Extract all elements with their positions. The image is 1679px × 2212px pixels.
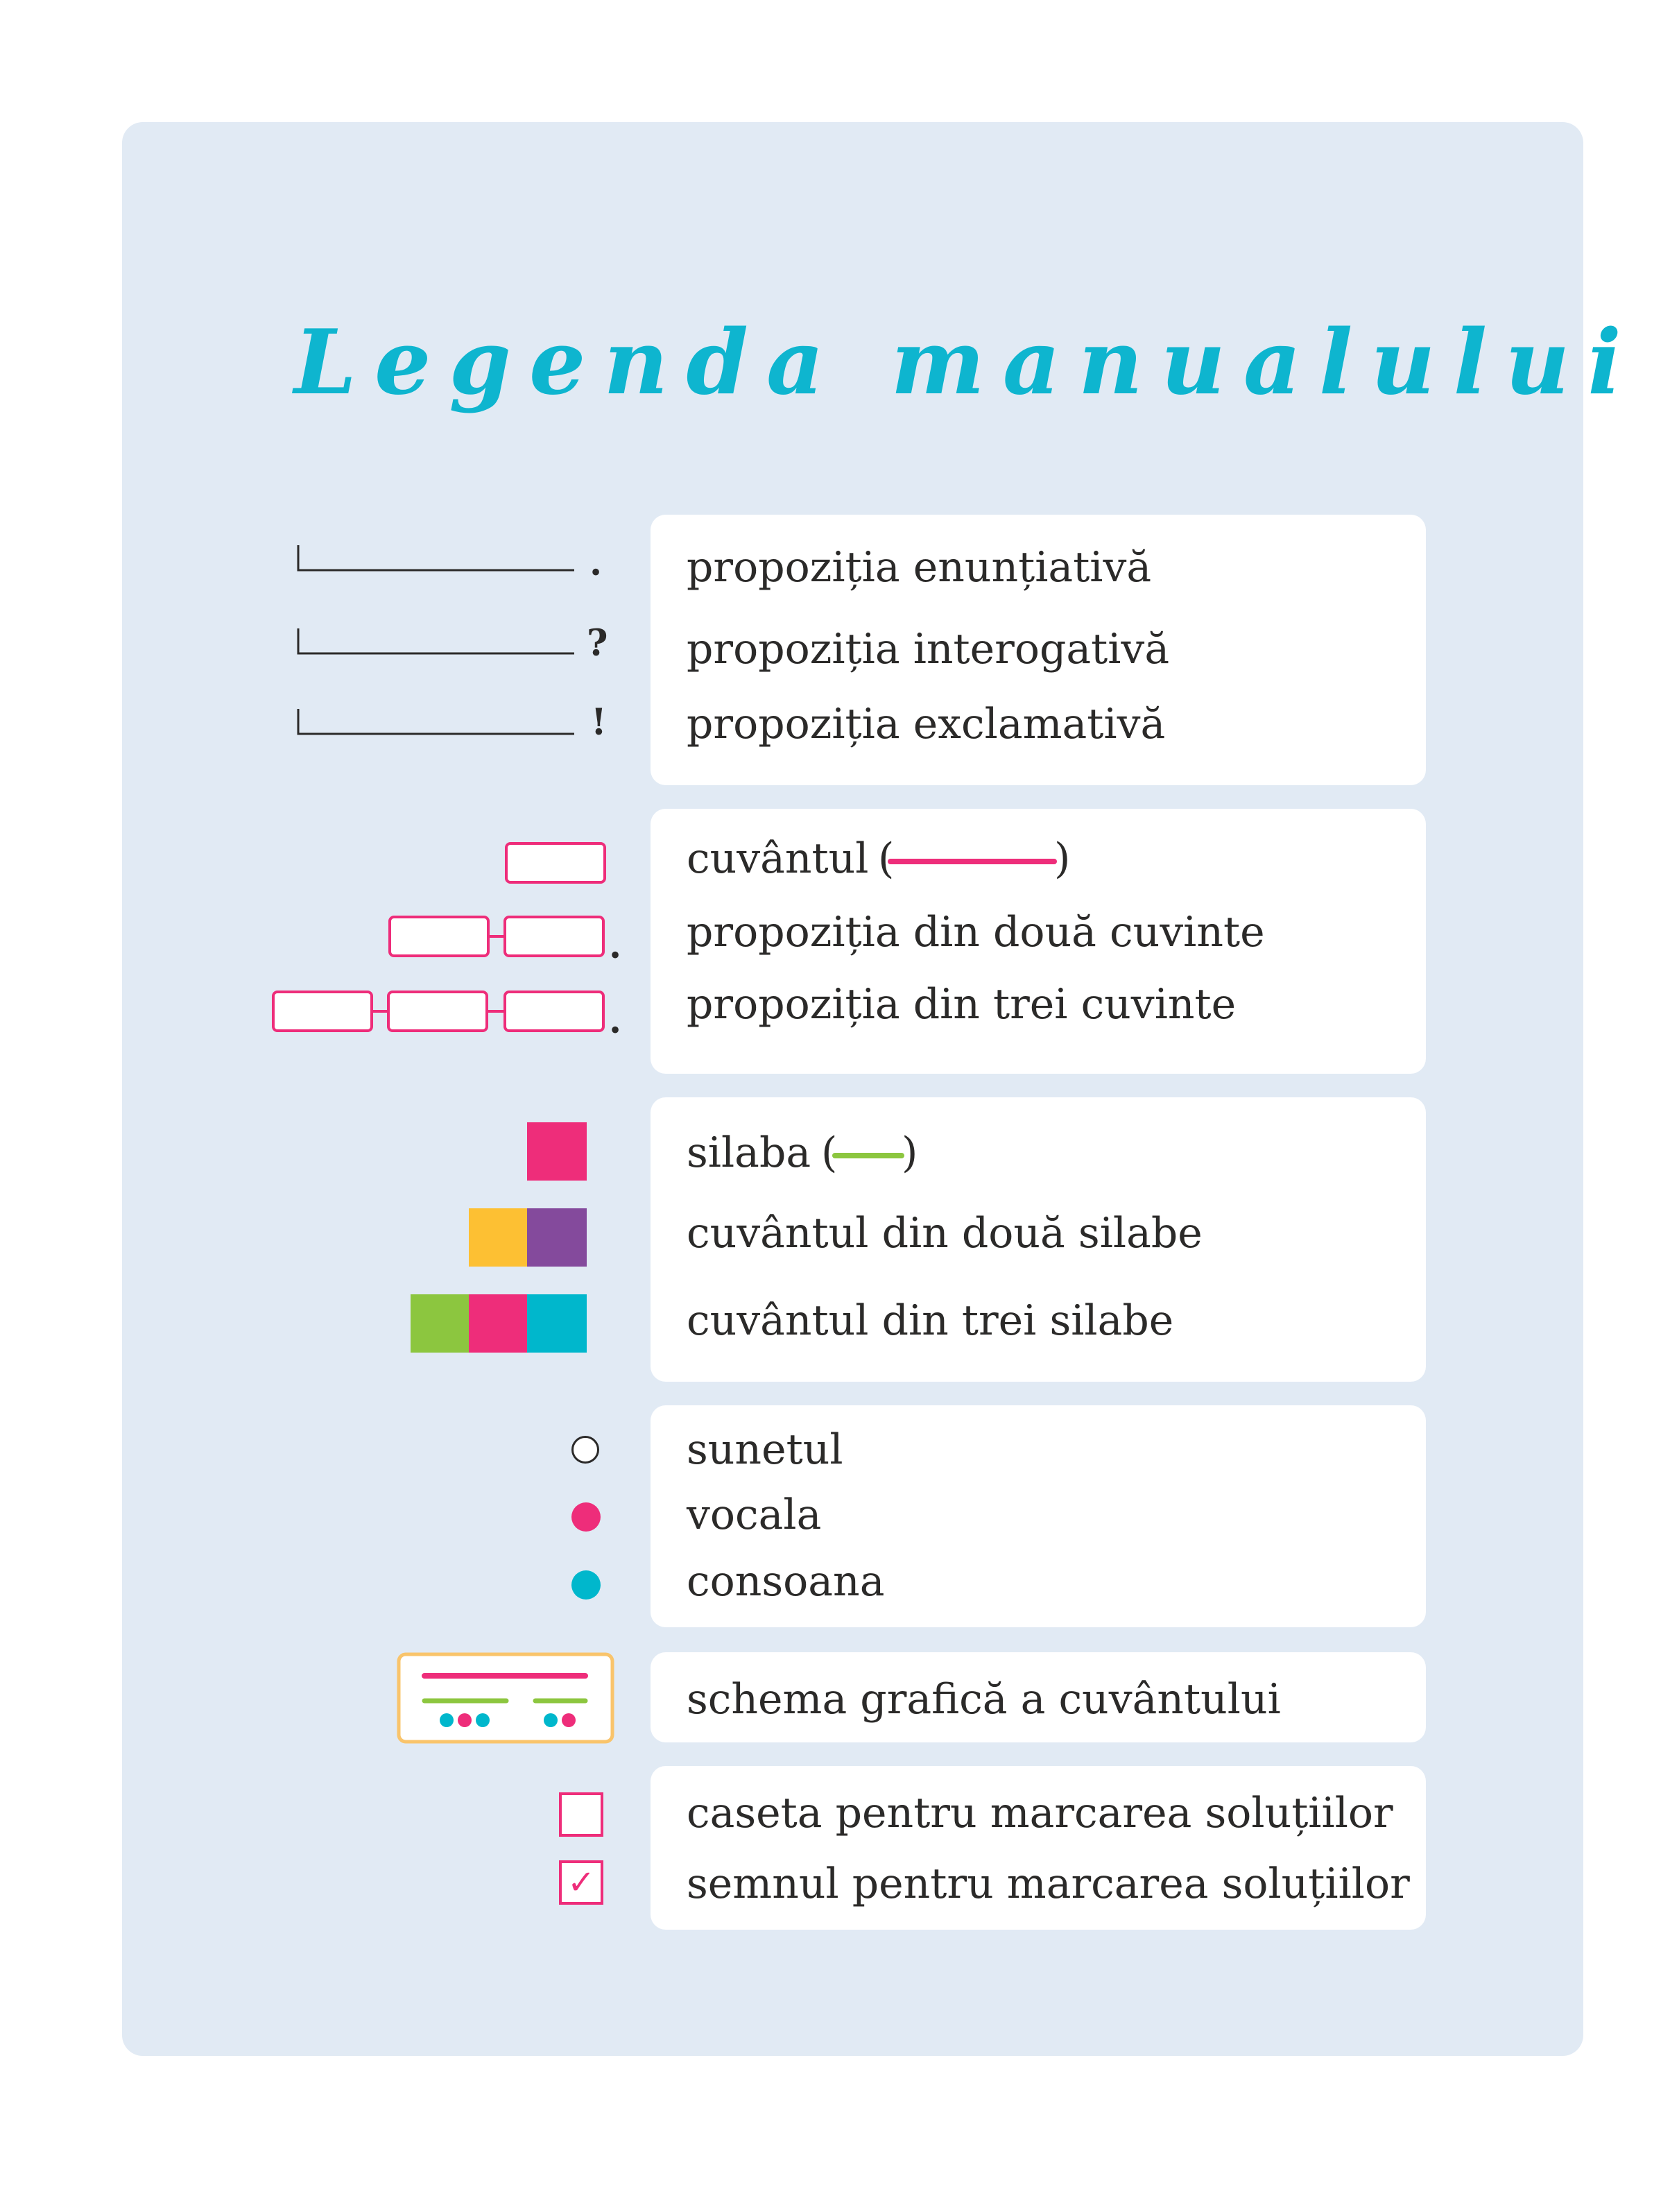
syllable-purple: [527, 1208, 587, 1267]
word-box-icon: [505, 842, 606, 884]
label-interrogative: propoziția interogativă: [687, 625, 1170, 674]
sound-circle-icon: [571, 1436, 599, 1464]
word-line-icon: [890, 859, 1054, 866]
interrogative-mark: ?: [587, 622, 608, 665]
label-two-words: propoziția din două cuvinte: [687, 908, 1265, 957]
syllable-cyan: [527, 1294, 587, 1353]
syllable-green: [411, 1294, 470, 1353]
label-solution-check: semnul pentru marcarea soluțiilor: [687, 1860, 1410, 1908]
word-paren-open: (: [878, 834, 895, 883]
syllable-yellow: [469, 1208, 528, 1267]
three-word-boxes-icon: [272, 991, 612, 1032]
label-three-syllables: cuvântul din trei silabe: [687, 1296, 1174, 1345]
label-syllable: silaba: [687, 1129, 811, 1177]
label-exclamative: propoziția exclamativă: [687, 700, 1166, 748]
label-three-words: propoziția din trei cuvinte: [687, 980, 1237, 1029]
sentence-line-exclamative-icon: [297, 709, 574, 737]
label-schema: schema grafică a cuvântului: [687, 1675, 1281, 1724]
vowel-dot-icon: [571, 1502, 601, 1532]
label-word: cuvântul: [687, 834, 869, 883]
check-mark: ✓: [567, 1863, 596, 1902]
three-words-mark: .: [609, 1000, 622, 1042]
label-consonant: consoana: [687, 1557, 885, 1606]
consonant-dot-icon: [571, 1570, 601, 1600]
label-sound: sunetul: [687, 1425, 843, 1474]
exclamative-mark: !: [591, 701, 607, 744]
label-two-syllables: cuvântul din două silabe: [687, 1209, 1203, 1258]
two-words-mark: .: [609, 925, 622, 967]
syllable-pink: [469, 1294, 528, 1353]
solution-checkmark-icon: [559, 1860, 603, 1905]
declarative-mark: .: [589, 542, 603, 584]
word-paren-close: ): [1054, 834, 1071, 883]
label-vowel: vocala: [687, 1491, 822, 1539]
syllable-paren-close: ): [902, 1129, 918, 1177]
three-syllables-icon: [411, 1294, 587, 1353]
syllable-square-icon: [527, 1122, 587, 1181]
sentence-line-declarative-icon: [297, 545, 574, 573]
solution-checkbox-icon: [559, 1792, 603, 1837]
page-title: Legenda manualului: [294, 311, 1639, 415]
label-declarative: propoziția enunțiativă: [687, 543, 1152, 592]
syllable-line-icon: [835, 1153, 902, 1160]
sentence-line-interrogative-icon: [297, 628, 574, 656]
label-solution-box: caseta pentru marcarea soluțiilor: [687, 1789, 1393, 1837]
syllable-paren-open: (: [821, 1129, 838, 1177]
word-schema-icon: [397, 1652, 614, 1744]
two-word-boxes-icon: [388, 916, 610, 957]
two-syllables-icon: [469, 1208, 587, 1267]
